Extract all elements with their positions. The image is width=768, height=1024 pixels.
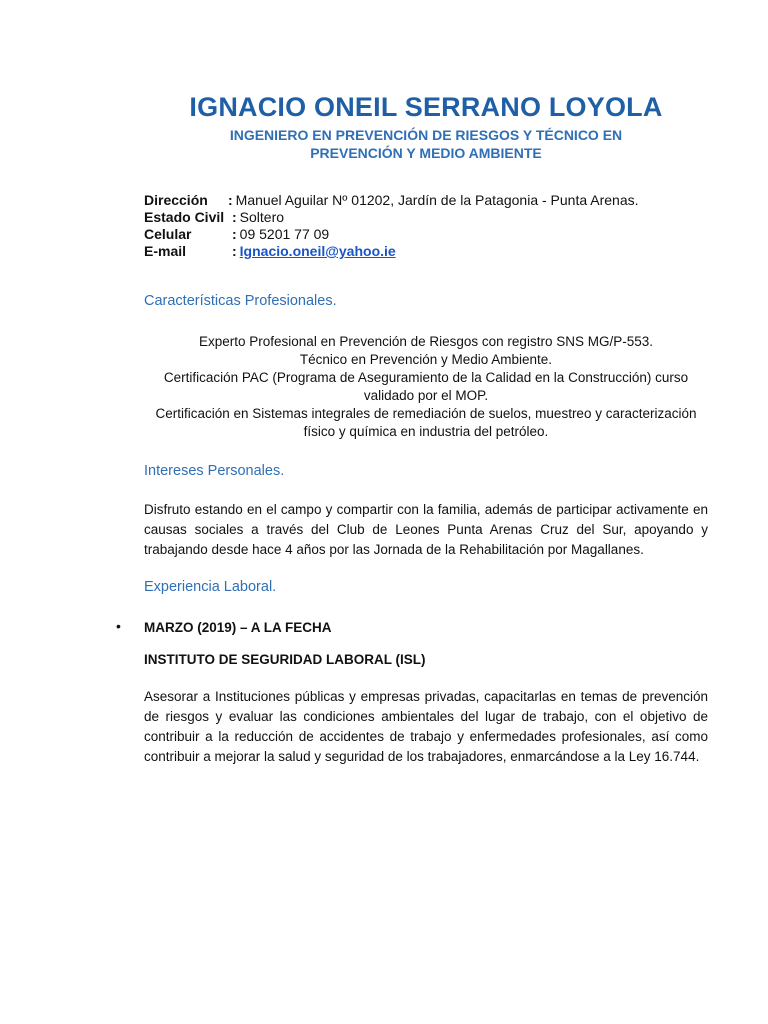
address-label: Dirección (144, 192, 208, 208)
address-value: Manuel Aguilar Nº 01202, Jardín de la Patagonia - Punta Arenas. (235, 192, 639, 208)
contact-phone-row (144, 226, 639, 243)
text-line: físico y química en industria del petróleo. (303, 424, 549, 439)
colon: : (232, 243, 237, 259)
text-line: Experto Profesional en Prevención de Riesgos con registro SNS MG/P-553. (199, 334, 653, 349)
contact-civil-row (144, 209, 639, 226)
civil-status-label: Estado Civil (144, 209, 225, 225)
colon: : (228, 192, 233, 208)
text-line: trabajando desde hace 4 años por las Jornada de la Rehabilitación por Magallanes. (144, 542, 644, 557)
resume-subtitle (0, 126, 768, 162)
colon: : (232, 226, 237, 242)
section-title-experience: Experiencia Laboral. (144, 579, 277, 595)
text-line: Técnico en Prevención y Medio Ambiente. (299, 352, 553, 367)
colon: : (232, 209, 237, 225)
contact-address-row (144, 192, 639, 209)
civil-status-value: Soltero (239, 209, 285, 225)
text-line: Disfruto estando en el campo y compartir con la familia, además de participar activamente en (144, 502, 708, 517)
interests-paragraph (144, 500, 708, 560)
job-description (144, 687, 708, 767)
text-line: causas sociales a través del Club de Leones Punta Arenas Cruz del Sur, apoyando y (144, 522, 708, 537)
text-line: de riesgos y evaluar las condiciones ambientales del lugar de trabajo, con el objetivo de (144, 709, 708, 724)
section-title-professional: Características Profesionales. (144, 293, 337, 309)
text-line: Certificación PAC (Programa de Aseguramiento de la Calidad en la Construcción) curso (163, 370, 689, 385)
phone-label: Celular (144, 226, 192, 242)
phone-value: 09 5201 77 09 (239, 226, 330, 242)
text-line: Asesorar a Instituciones públicas y empresas privadas, capacitarlas en temas de prevención (144, 689, 708, 704)
job-employer: INSTITUTO DE SEGURIDAD LABORAL (ISL) (144, 652, 426, 667)
professional-characteristics (144, 333, 708, 441)
bullet-icon: • (116, 618, 121, 634)
job-date: MARZO (2019) – A LA FECHA (144, 620, 332, 635)
text-line: Certificación en Sistemas integrales de remediación de suelos, muestreo y caracterización (155, 406, 697, 421)
resume-name: IGNACIO ONEIL SERRANO LOYOLA (189, 92, 663, 122)
subtitle-line: INGENIERO EN PREVENCIÓN DE RIESGOS Y TÉCNICO EN (229, 127, 623, 143)
subtitle-line: PREVENCIÓN Y MEDIO AMBIENTE (310, 145, 542, 161)
text-line: contribuir a mejorar la salud y seguridad de los trabajadores, enmarcándose a la Ley 16.744. (144, 749, 700, 764)
contact-block (144, 192, 639, 260)
contact-email-row (144, 243, 639, 260)
email-label: E-mail (144, 243, 187, 259)
text-line: validado por el MOP. (363, 388, 489, 403)
section-title-interests: Intereses Personales. (144, 463, 285, 479)
text-line: contribuir a la reducción de accidentes de trabajo y enfermedades profesionales, así como (144, 729, 708, 744)
email-link[interactable]: Ignacio.oneil@yahoo.ie (239, 243, 396, 259)
